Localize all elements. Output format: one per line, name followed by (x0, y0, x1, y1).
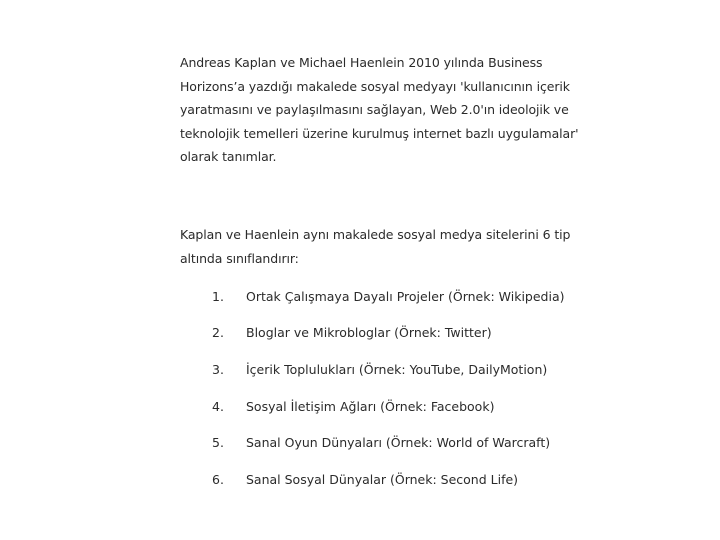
list-item-text: Sosyal İletişim Ağları (Örnek: Facebook) (246, 399, 495, 414)
list-item (0, 433, 720, 453)
intro-line: teknolojik temelleri üzerine kurulmuş internet bazlı uygulamalar' (180, 125, 579, 141)
intro-line: yaratmasını ve paylaşılmasını sağlayan, Web 2.0'ın ideolojik ve (180, 102, 569, 118)
intro-line: Horizons’a yazdığı makalede sosyal medyayı 'kullanıcının içerik (180, 78, 570, 94)
list-item (0, 360, 720, 380)
list-item-text: Sanal Oyun Dünyaları (Örnek: World of Warcraft) (246, 435, 551, 450)
classification-paragraph (180, 223, 600, 270)
intro-paragraph (180, 51, 600, 169)
list-item (0, 470, 720, 490)
list-item-number: 1. (212, 289, 224, 304)
classification-line: Kaplan ve Haenlein aynı makalede sosyal medya sitelerini 6 tip (180, 227, 571, 242)
list-item-number: 4. (212, 399, 224, 414)
list-item-number: 5. (212, 435, 224, 450)
list-item-text: Bloglar ve Mikrobloglar (Örnek: Twitter) (246, 325, 492, 340)
list-item-number: 6. (212, 472, 224, 487)
list-item-number: 2. (212, 325, 224, 340)
intro-line: Andreas Kaplan ve Michael Haenlein 2010 yılında Business (180, 55, 543, 70)
list-item-text: İçerik Toplulukları (Örnek: YouTube, DailyMotion) (246, 362, 548, 377)
list-item (0, 323, 720, 343)
list-item-text: Sanal Sosyal Dünyalar (Örnek: Second Life) (246, 472, 519, 487)
list-item-number: 3. (212, 362, 224, 377)
list-item (0, 397, 720, 417)
list-item-text: Ortak Çalışmaya Dayalı Projeler (Örnek: Wikipedia) (246, 289, 565, 304)
classification-line: altında sınıflandırır: (180, 250, 299, 266)
list-item (0, 287, 720, 307)
intro-line: olarak tanımlar. (180, 149, 277, 165)
